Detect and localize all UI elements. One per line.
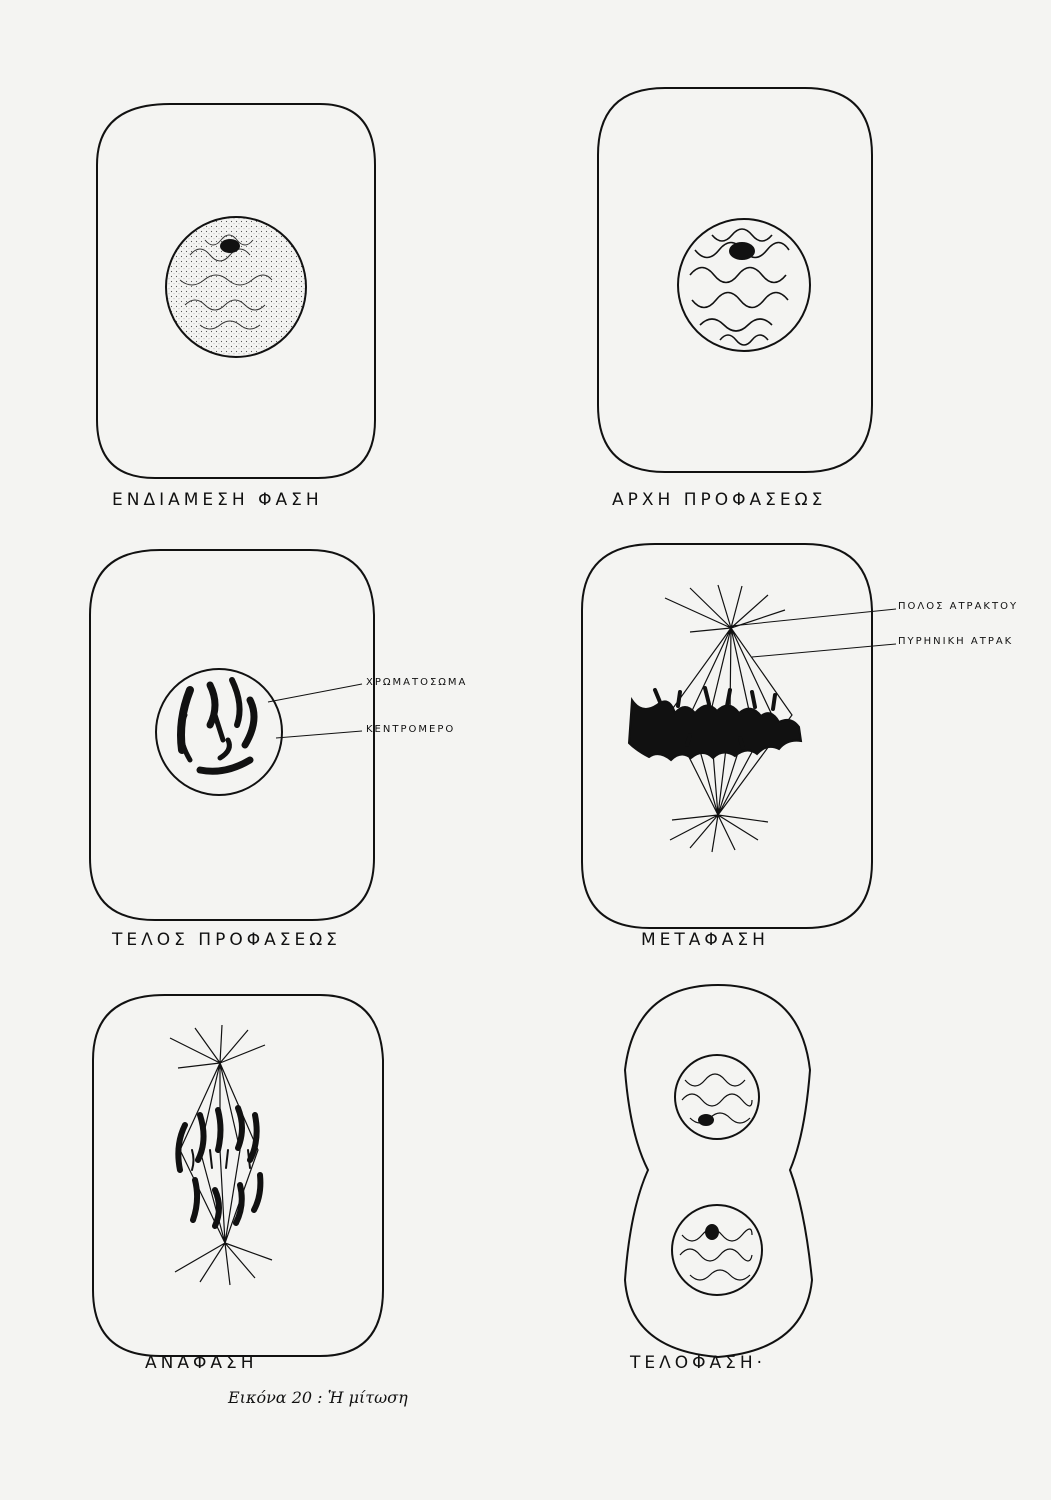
label-interphase: ΕΝΔΙΑΜΕΣΗ ΦΑΣΗ <box>112 490 323 510</box>
figure-caption: Εικόνα 20 : Ἡ μίτωση <box>228 1388 408 1407</box>
label-metaphase: ΜΕΤΑΦΑΣΗ <box>641 930 769 950</box>
cell-membrane <box>90 550 374 920</box>
cell-early-prophase <box>598 88 872 472</box>
annotation-nuclear-spindle: ΠΥΡΗΝΙΚΗ ΑΤΡΑΚ <box>898 636 1014 647</box>
metaphase-plate <box>629 700 801 760</box>
cell-late-prophase <box>90 550 374 920</box>
cell-telophase <box>625 985 812 1357</box>
nucleus <box>678 219 810 351</box>
cell-membrane <box>93 995 383 1356</box>
daughter-nucleus <box>675 1055 759 1139</box>
nucleolus <box>729 242 755 260</box>
cell-membrane <box>598 88 872 472</box>
annotation-spindle-pole: ΠΟΛΟΣ ΑΤΡΑΚΤΟΥ <box>898 601 1019 612</box>
pointer-line <box>276 731 362 738</box>
annotation-chromosome: ΧΡΩΜΑΤΟΣΩΜΑ <box>366 677 468 688</box>
nucleolus <box>705 1224 719 1240</box>
spindle <box>170 1025 272 1285</box>
cell-metaphase <box>582 544 896 928</box>
chromosomes <box>181 680 254 771</box>
pointer-line <box>752 644 896 657</box>
label-anaphase: ΑΝΑΦΑΣΗ <box>145 1353 258 1373</box>
nucleus <box>156 669 282 795</box>
pointer-line <box>268 684 362 702</box>
cell-interphase <box>97 104 375 478</box>
nucleolus <box>698 1114 714 1126</box>
label-late-prophase: ΤΕΛΟΣ ΠΡΟΦΑΣΕΩΣ <box>112 930 341 950</box>
annotation-centromere: ΚΕΝΤΡΟΜΕΡΟ <box>366 724 456 735</box>
cell-anaphase <box>93 995 383 1356</box>
label-early-prophase: ΑΡΧΗ ΠΡΟΦΑΣΕΩΣ <box>612 490 827 510</box>
nucleolus <box>220 239 240 253</box>
label-telophase: ΤΕΛΟΦΑΣΗ· <box>630 1353 767 1373</box>
nucleus <box>166 217 306 357</box>
daughter-nucleus <box>672 1205 762 1295</box>
cell-membrane <box>625 985 812 1357</box>
